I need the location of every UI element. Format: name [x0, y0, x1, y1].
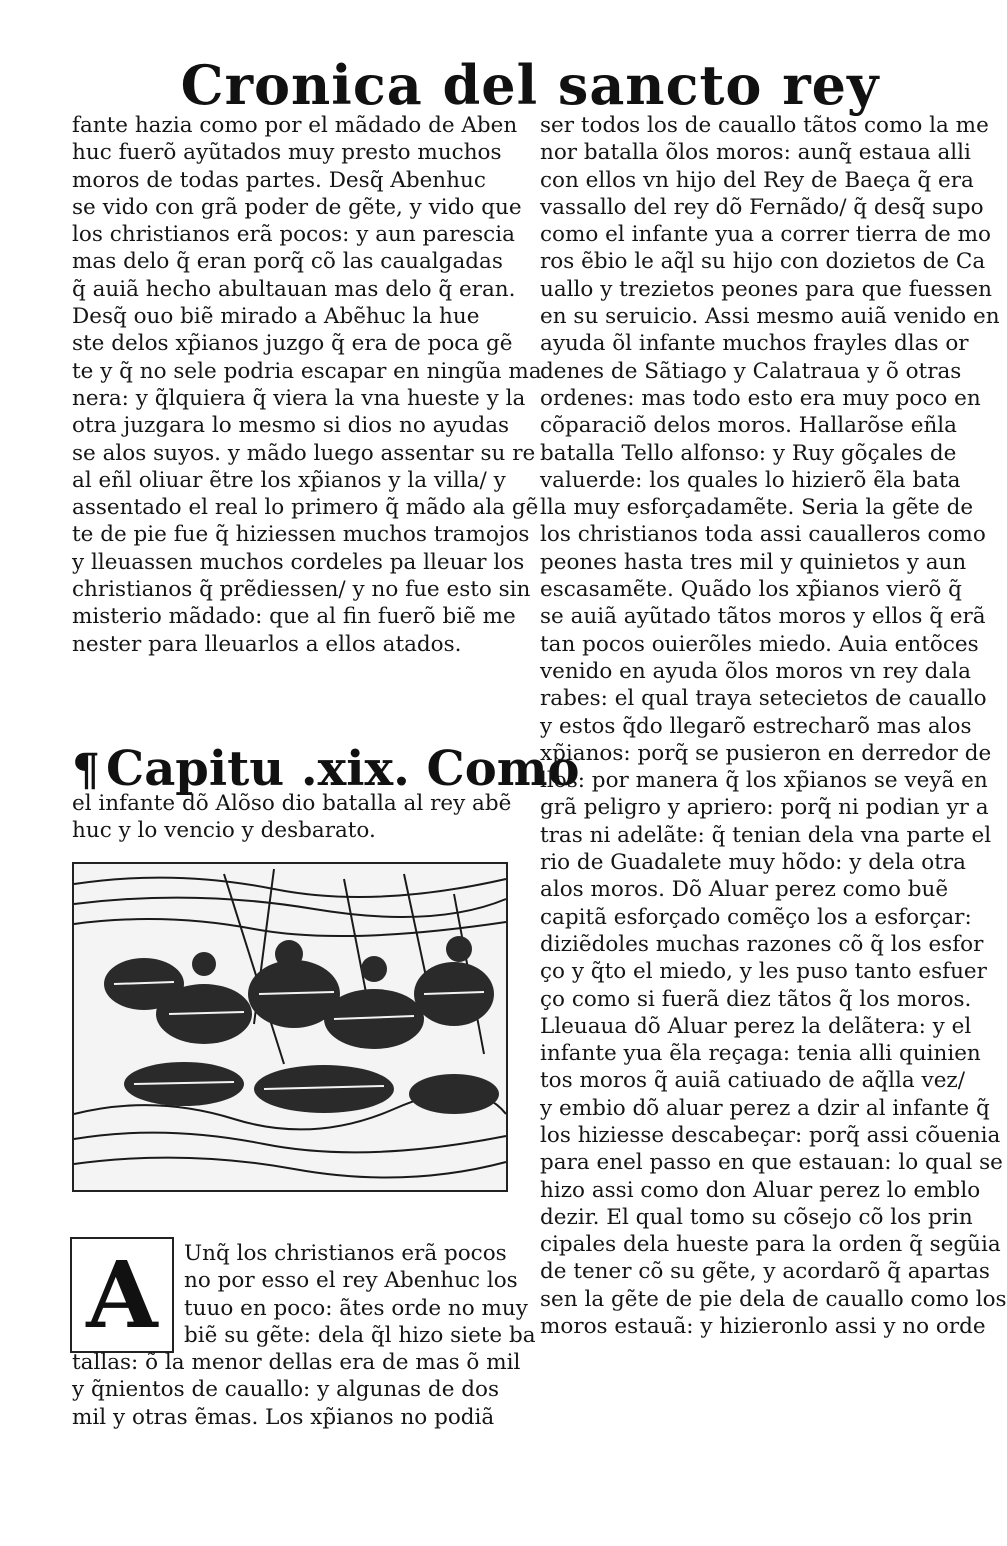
- text-line: assentado el real lo primero q̃ mãdo ala gẽ: [72, 495, 539, 521]
- text-line: tras ni adelãte: q̃ tenian dela vna parte el: [540, 822, 992, 848]
- text-line: se vido con grã poder de gẽte, y vido que: [72, 194, 522, 220]
- text-line: y estos q̃do llegarõ estrecharõ mas alos: [540, 713, 972, 739]
- text-line: ço y q̃to el miedo, y les puso tanto esfuer: [540, 959, 987, 985]
- text-line: xp̃ianos: porq̃ se pusieron en derredor de: [540, 740, 992, 766]
- text-line: nester para lleuarlos a ellos atados.: [72, 631, 462, 657]
- chapter-subtitle: [72, 790, 520, 845]
- text-line: y embio dõ aluar perez a dzir al infante q̃: [540, 1095, 990, 1121]
- woodcut-drawing: [74, 864, 506, 1190]
- text-line: Lleuaua dõ Aluar perez la delãtera: y el: [540, 1013, 972, 1039]
- chapter-title: Capitu .xix. Como: [106, 741, 580, 797]
- text-line: con ellos vn hijo del Rey de Baeça q̃ era: [540, 167, 974, 193]
- text-line: diziẽdoles muchas razones cõ q̃ los esfor: [540, 931, 984, 957]
- text-line: como el infante yua a correr tierra de mo: [540, 222, 991, 248]
- text-line: escasamẽte. Quãdo los xp̃ianos vierõ q̃: [540, 577, 962, 603]
- text-line: y lleuassen muchos cordeles pa lleuar los: [72, 549, 525, 575]
- text-line: tuuo en poco: ãtes orde no muy: [184, 1295, 528, 1321]
- text-line: los hiziesse descabeçar: porq̃ assi cõuenia: [540, 1122, 1001, 1148]
- text-line: rabes: el qual traya setecietos de cauallo: [540, 686, 987, 712]
- text-line: tan pocos ouierõles miedo. Auia entõces: [540, 631, 979, 657]
- text-line: christianos q̃ prẽdiessen/ y no fue esto sin: [72, 577, 531, 603]
- text-line: misterio mãdado: que al fin fuerõ biẽ me: [72, 604, 516, 630]
- text-line: huc y lo vencio y desbarato.: [72, 818, 376, 844]
- text-line: vassallo del rey dõ Fernãdo/ q̃ desq̃ supo: [540, 194, 984, 220]
- text-line: peones hasta tres mil y quinietos y aun: [540, 549, 967, 575]
- text-line: te y q̃ no sele podria escapar en ningũa ma: [72, 358, 542, 384]
- text-line: los christianos toda assi caualleros como: [540, 522, 986, 548]
- text-line: biẽ su gẽte: dela q̃l hizo siete ba: [184, 1322, 536, 1348]
- right-column: [540, 112, 1007, 1340]
- text-line: tos moros q̃ auiã catiuado de aq̃lla vez/: [540, 1068, 965, 1094]
- text-line: de tener cõ su gẽte, y acordarõ q̃ apartas: [540, 1259, 990, 1285]
- text-line: al eñl oliuar ẽtre los xp̃ianos y la villa/ y: [72, 467, 506, 493]
- paragraph-mark-icon: ¶: [72, 745, 100, 796]
- text-line: se auiã ayũtado tãtos moros y ellos q̃ erã: [540, 604, 986, 630]
- text-line: uallo y trezietos peones para que fuessen: [540, 276, 992, 302]
- text-line: llos: por manera q̃ los xp̃ianos se veyã en: [540, 768, 988, 794]
- text-line: alos moros. Dõ Aluar perez como buẽ: [540, 877, 949, 903]
- text-line: q̃ auiã hecho abultauan mas delo q̃ eran.: [72, 276, 516, 302]
- text-line: nor batalla õlos moros: aunq̃ estaua alli: [540, 140, 971, 166]
- text-line: en su seruicio. Assi mesmo auiã venido en: [540, 304, 1000, 330]
- text-line: mil y otras ẽmas. Los xp̃ianos no podiã: [72, 1404, 495, 1430]
- text-line: moros estauã: y hizieronlo assi y no orde: [540, 1314, 986, 1340]
- text-line: otra juzgara lo mesmo si dios no ayudas: [72, 413, 510, 439]
- text-line: moros de todas partes. Desq̃ Abenhuc: [72, 167, 486, 193]
- text-line: ros ẽbio le aq̃l su hijo con dozietos de Ca: [540, 249, 986, 275]
- text-line: mas delo q̃ eran porq̃ cõ las caualgadas: [72, 249, 503, 275]
- paragraph-opening: [184, 1240, 536, 1349]
- text-line: ste delos xp̃ianos juzgo q̃ era de poca gẽ: [72, 331, 513, 357]
- text-line: tallas: õ la menor dellas era de mas õ mil: [72, 1350, 521, 1375]
- text-line: venido en ayuda õlos moros vn rey dala: [540, 658, 971, 684]
- text-line: nera: y q̃lquiera q̃ viera la vna hueste y la: [72, 385, 526, 411]
- text-line: ço como si fuerã diez tãtos q̃ los moros.: [540, 986, 972, 1012]
- text-line: rio de Guadalete muy hõdo: y dela otra: [540, 850, 966, 876]
- text-line: se alos suyos. y mãdo luego assentar su re: [72, 440, 536, 466]
- text-line: capitã esforçado comẽço los a esforçar:: [540, 904, 972, 930]
- text-line: denes de Sãtiago y Calatraua y õ otras: [540, 358, 962, 384]
- text-line: ser todos los de cauallo tãtos como la me: [540, 113, 989, 138]
- text-line: infante yua ẽla reçaga: tenia alli quinien: [540, 1041, 981, 1067]
- text-line: dezir. El qual tomo su cõsejo cõ los prin: [540, 1204, 973, 1230]
- text-line: para enel passo en que estauan: lo qual se: [540, 1150, 1003, 1176]
- text-line: valuerde: los quales lo hizierõ ẽla bata: [540, 467, 961, 493]
- text-line: cipales dela hueste para la orden q̃ segũia: [540, 1232, 1001, 1258]
- text-line: ordenes: mas todo esto era muy poco en: [540, 385, 981, 411]
- text-line: fante hazia como por el mãdado de Aben: [72, 113, 518, 138]
- text-line: cõparaciõ delos moros. Hallarõse eñla: [540, 413, 958, 439]
- text-line: sen la gẽte de pie dela de cauallo como los: [540, 1286, 1007, 1312]
- initial-letter: A: [86, 1241, 158, 1349]
- text-line: Desq̃ ouo biẽ mirado a Abẽhuc la hue: [72, 304, 480, 330]
- text-line: te de pie fue q̃ hiziessen muchos tramojos: [72, 522, 530, 548]
- text-line: y q̃nientos de cauallo: y algunas de dos: [72, 1377, 499, 1403]
- decorated-initial: [70, 1237, 174, 1353]
- text-line: grã peligro y apriero: porq̃ ni podian yr a: [540, 795, 989, 821]
- battle-woodcut-illustration: [72, 862, 508, 1192]
- text-line: ayuda õl infante muchos frayles dlas or: [540, 331, 969, 357]
- text-line: el infante dõ Alõso dio batalla al rey abẽ: [72, 791, 512, 816]
- text-line: los christianos erã pocos: y aun parescia: [72, 222, 515, 248]
- text-line: hizo assi como don Aluar perez lo emblo: [540, 1177, 981, 1203]
- text-line: lla muy esforçadamẽte. Seria la gẽte de: [540, 495, 974, 521]
- paragraph-continuation: [72, 1349, 520, 1431]
- left-column: [72, 112, 542, 658]
- text-line: no por esso el rey Abenhuc los: [184, 1268, 518, 1294]
- text-line: huc fuerõ ayũtados muy presto muchos: [72, 140, 502, 166]
- text-line: batalla Tello alfonso: y Ruy gõçales de: [540, 440, 957, 466]
- text-line: Unq̃ los christianos erã pocos: [184, 1241, 507, 1266]
- running-title: Cronica del sancto rey: [180, 53, 880, 117]
